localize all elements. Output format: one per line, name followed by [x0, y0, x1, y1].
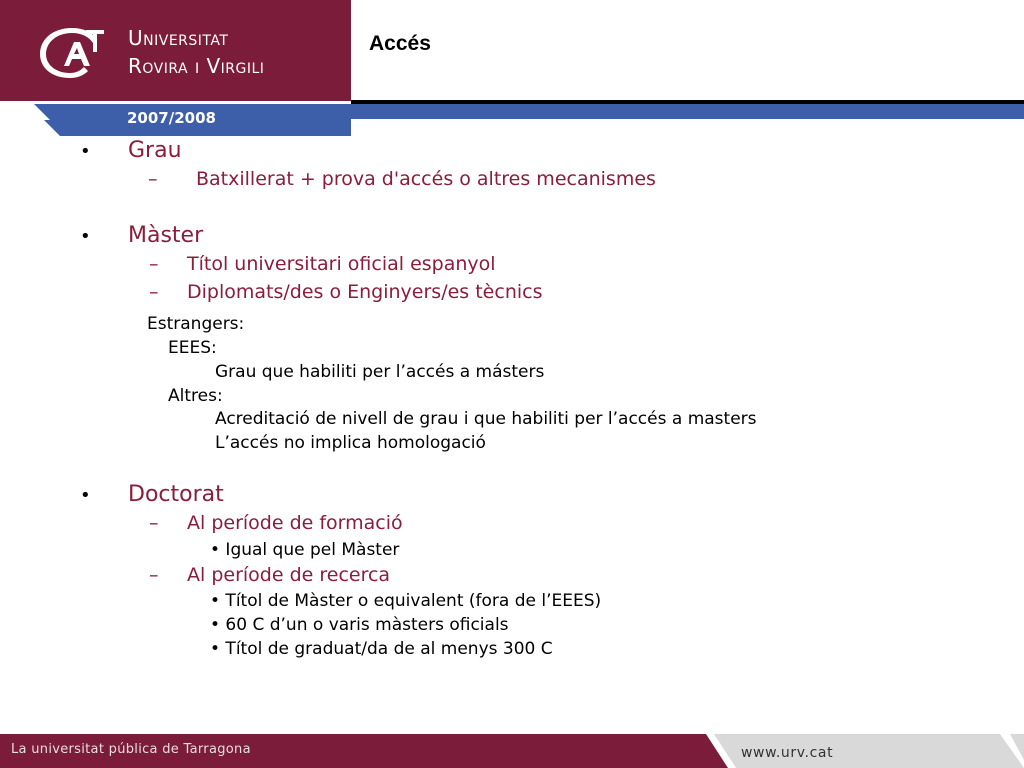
recerca-item: • Títol de graduat/da de al menys 300 C [210, 639, 553, 659]
footer-url-link[interactable]: www.urv.cat [741, 745, 834, 761]
section-master-label: Màster [128, 223, 204, 248]
section-doctorat [80, 482, 224, 507]
section-master [80, 223, 204, 248]
eees-text: Grau que habiliti per l’accés a másters [215, 362, 545, 382]
bullet-icon: • [80, 141, 91, 162]
university-name-line1: Universitat [128, 26, 229, 50]
master-item-text: Títol universitari oficial espanyol [187, 253, 496, 275]
altres-label: Altres: [168, 386, 223, 406]
dash-icon: – [149, 253, 159, 275]
university-name [128, 24, 264, 80]
title-area [351, 0, 1024, 101]
master-item-text: Diplomats/des o Enginyers/es tècnics [187, 281, 543, 303]
doctorat-formacio-label: Al període de formació [187, 512, 403, 534]
altres-item: Acreditació de nivell de grau i que habiliti per l’accés a masters [215, 409, 757, 429]
doctorat-recerca-label: Al període de recerca [187, 564, 391, 586]
eees-label: EEES: [168, 338, 217, 358]
recerca-item: • Títol de Màster o equivalent (fora de l’EEES) [210, 591, 602, 611]
altres-item: L’accés no implica homologació [215, 433, 486, 453]
dash-icon: – [149, 512, 159, 534]
grau-item-text: Batxillerat + prova d'accés o altres mecanismes [196, 168, 656, 190]
doctorat-formacio [149, 512, 403, 534]
bullet-icon: • [80, 226, 91, 247]
master-item [149, 253, 496, 275]
section-grau-label: Grau [128, 138, 182, 163]
dash-icon: – [149, 281, 159, 303]
grau-item [148, 168, 656, 190]
university-name-line2: Rovira i Virgili [128, 54, 265, 78]
section-grau [80, 138, 182, 163]
section-doctorat-label: Doctorat [128, 482, 224, 507]
academic-year: 2007/2008 [127, 109, 216, 127]
header-blue-strip [351, 104, 1024, 119]
bullet-icon: • [80, 485, 91, 506]
footer-tagline: La universitat pública de Tarragona [11, 742, 251, 757]
urv-logo-icon [34, 22, 110, 82]
formacio-item: • Igual que pel Màster [210, 540, 400, 560]
foreign-label: Estrangers: [147, 314, 245, 334]
doctorat-recerca [149, 564, 391, 586]
header-brand-panel [0, 0, 351, 101]
master-item [149, 281, 543, 303]
slide-title: Accés [369, 32, 431, 55]
dash-icon: – [149, 564, 159, 586]
dash-icon: – [148, 168, 158, 190]
recerca-item: • 60 C d’un o varis màsters oficials [210, 615, 509, 635]
